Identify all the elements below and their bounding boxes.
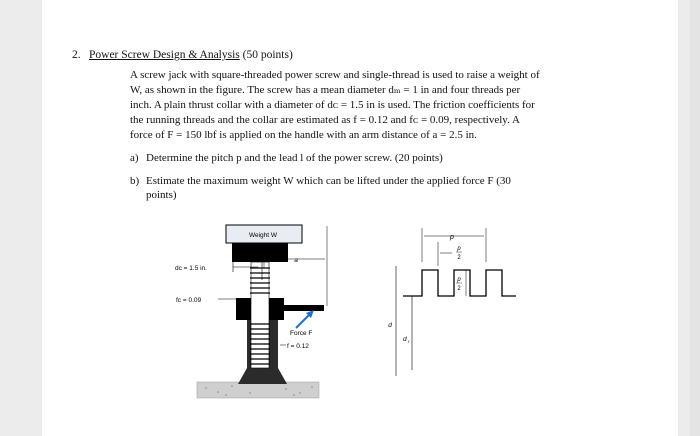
depth-num: p: [457, 277, 461, 283]
root-diameter-sub: r: [408, 339, 410, 344]
ground-base: [197, 382, 319, 398]
question-number: 2.: [72, 49, 81, 61]
question-points: (50 points): [242, 49, 293, 61]
weight-label: Weight W: [248, 232, 278, 239]
collar-diameter-label: dᴄ = 1.5 in.: [175, 265, 207, 272]
statement-line: the running threads and the collar are estimated as f = 0.12 and fᴄ = 0.09, respectively. A: [130, 114, 520, 126]
half-pitch-top-den: 2: [457, 255, 461, 261]
part-b-continuation: points): [146, 189, 177, 201]
friction-label: f = 0.12: [287, 343, 309, 350]
major-diameter-label: d: [388, 322, 392, 329]
part-b-label: b): [130, 175, 140, 187]
part-a-text: Determine the pitch p and the lead l of the power screw. (20 points): [146, 152, 443, 164]
question-title: Power Screw Design & Analysis: [89, 49, 240, 61]
depth-den: 2: [457, 286, 461, 292]
statement-line: A screw jack with square-threaded power screw and single-thread is used to raise a weight of: [130, 69, 540, 81]
statement-line: inch. A plain thrust collar with a diameter of dᴄ = 1.5 in is used. The friction coefficients for: [130, 99, 535, 111]
part-b-text: Estimate the maximum weight W which can be lifted under the applied force F (30: [146, 175, 511, 187]
half-pitch-top-num: p: [457, 246, 461, 252]
force-label: Force F: [290, 330, 313, 337]
handle: [284, 305, 324, 311]
statement-line: force of F = 150 lbf is applied on the handle with an arm distance of a = 2.5 in.: [130, 129, 477, 141]
arm-label: a: [294, 257, 298, 264]
root-diameter-label: d: [403, 336, 407, 343]
part-a-label: a): [130, 152, 139, 164]
statement-line: W, as shown in the figure. The screw has a mean diameter dₘ = 1 in and four threads per: [130, 84, 521, 96]
pitch-label: p: [450, 234, 454, 241]
collar-friction-label: fᴄ = 0.09: [176, 297, 202, 304]
